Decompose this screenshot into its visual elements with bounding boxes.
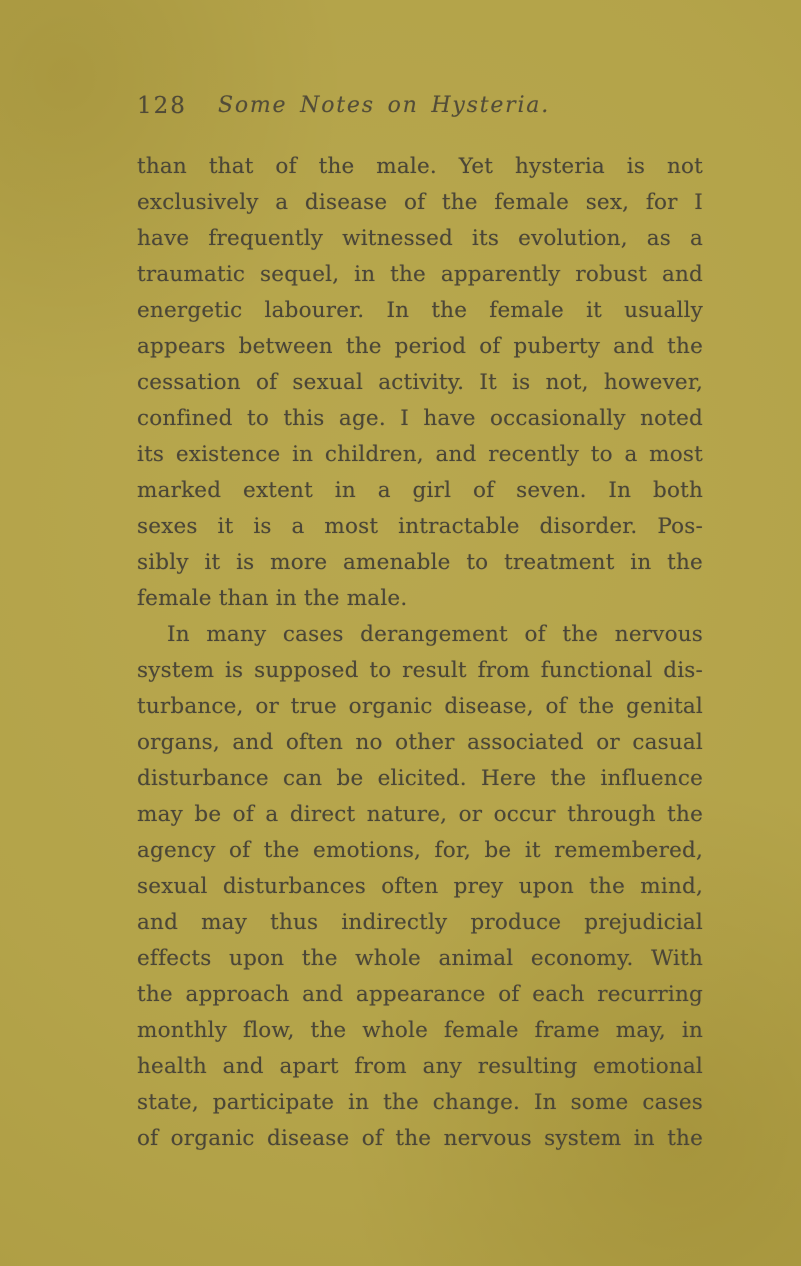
body-line: agency of the emotions, for, be it remembered, (137, 838, 703, 863)
body-line: organs, and often no other associated or casual (137, 730, 703, 755)
body-line: cessation of sexual activity. It is not, however, (137, 370, 703, 395)
page-number: 128 (137, 93, 187, 119)
body-line: have frequently witnessed its evolution, as a (137, 226, 703, 251)
body-line: than that of the male. Yet hysteria is not (137, 154, 703, 179)
body-line: traumatic sequel, in the apparently robust and (137, 262, 703, 287)
body-line: turbance, or true organic disease, of the genital (137, 694, 703, 719)
body-line: energetic labourer. In the female it usually (137, 298, 703, 323)
body-line: confined to this age. I have occasionally noted (137, 406, 703, 431)
body-line: its existence in children, and recently to a most (137, 442, 703, 467)
body-line: of organic disease of the nervous system in the (137, 1126, 703, 1151)
body-line: disturbance can be elicited. Here the influence (137, 766, 703, 791)
body-line: may be of a direct nature, or occur through the (137, 802, 703, 827)
body-line: sexual disturbances often prey upon the mind, (137, 874, 703, 899)
body-line: system is supposed to result from functional dis- (137, 658, 703, 683)
body-line: health and apart from any resulting emotional (137, 1054, 703, 1079)
body-line: state, participate in the change. In some cases (137, 1090, 703, 1115)
running-header-title: Some Notes on Hysteria. (217, 93, 551, 118)
body-line: exclusively a disease of the female sex, for I (137, 190, 703, 215)
body-line: female than in the male. (137, 586, 408, 611)
body-line: marked extent in a girl of seven. In both (137, 478, 703, 503)
running-header (137, 93, 703, 125)
body-line: effects upon the whole animal economy. With (137, 946, 703, 971)
body-line: sexes it is a most intractable disorder. Pos- (137, 514, 703, 539)
body-line: sibly it is more amenable to treatment in the (137, 550, 703, 575)
body-text-block (137, 149, 703, 1157)
body-line: and may thus indirectly produce prejudicial (137, 910, 703, 935)
body-line: monthly flow, the whole female frame may, in (137, 1018, 703, 1043)
body-line: appears between the period of puberty and the (137, 334, 703, 359)
body-line: In many cases derangement of the nervous (167, 622, 703, 647)
body-line: the approach and appearance of each recurring (137, 982, 703, 1007)
